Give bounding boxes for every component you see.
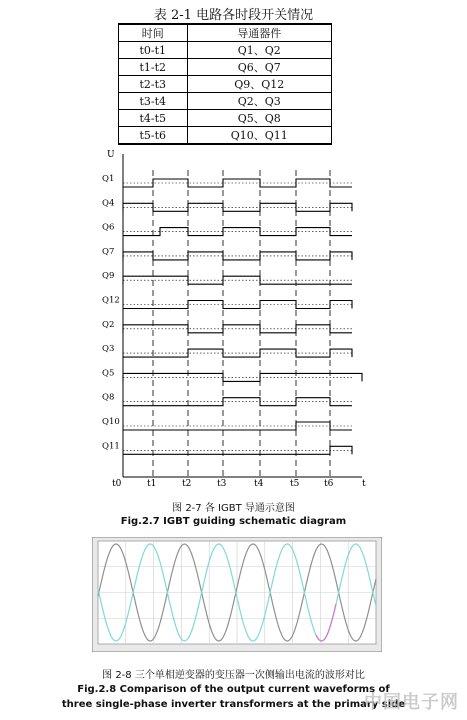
switch-table <box>118 23 332 145</box>
time-label: t6 <box>324 479 334 489</box>
x-axis-label: t <box>362 479 366 489</box>
table-cell: t3-t4 <box>119 93 188 110</box>
waveform-trace <box>123 422 352 430</box>
table-header-cell: 导通器件 <box>187 24 331 42</box>
waveform-trace <box>123 179 352 187</box>
signal-label: Q3 <box>102 344 115 355</box>
table-row <box>119 42 332 59</box>
figure-2-8-caption-en-line1: Fig.2.8 Comparison of the output current waveforms of <box>77 684 390 695</box>
waveform-trace <box>123 349 352 357</box>
signal-label: Q5 <box>102 368 115 379</box>
figure-2-8-caption-en-line2: three single-phase inverter transformers at the primary side <box>61 699 406 710</box>
table-cell: Q2、Q3 <box>187 93 331 110</box>
table-cell: t5-t6 <box>119 127 188 145</box>
waveform-trace <box>123 252 352 260</box>
time-label: t2 <box>182 479 192 489</box>
signal-label: Q12 <box>102 295 120 306</box>
signal-label: Q7 <box>102 246 115 257</box>
waveform-trace <box>123 398 352 406</box>
waveform-trace <box>123 203 352 211</box>
waveform-trace <box>123 325 352 333</box>
waveform-trace <box>123 276 352 284</box>
table-cell: t1-t2 <box>119 59 188 76</box>
time-label: t1 <box>147 479 157 489</box>
current-waveform-plot <box>92 537 382 652</box>
figure-2-7-caption-cn: 图 2-7 各 IGBT 导通示意图 <box>172 503 295 514</box>
table-cell: Q1、Q2 <box>187 42 331 59</box>
table-row <box>119 93 332 110</box>
time-label: t3 <box>217 479 227 489</box>
table-cell: Q5、Q8 <box>187 110 331 127</box>
figure-2-7-caption-en: Fig.2.7 IGBT guiding schematic diagram <box>120 516 347 527</box>
table-title: 表 2-1 电路各时段开关情况 <box>153 8 314 23</box>
signal-label: Q10 <box>102 417 120 427</box>
table-row <box>119 59 332 76</box>
table-cell: t2-t3 <box>119 76 188 93</box>
y-axis-label: U <box>107 150 115 160</box>
table-cell: Q6、Q7 <box>187 59 331 76</box>
timing-diagram <box>0 140 467 495</box>
waveform-trace <box>123 301 352 309</box>
watermark-logo: 中国电子网 <box>364 692 459 713</box>
signal-label: Q8 <box>102 392 115 403</box>
table-row <box>119 110 332 127</box>
table-cell: Q9、Q12 <box>187 76 331 93</box>
table-header-cell: 时间 <box>119 24 188 42</box>
table-row <box>119 76 332 93</box>
time-label: t5 <box>290 479 300 489</box>
signal-label: Q6 <box>102 222 115 233</box>
table-cell: t4-t5 <box>119 110 188 127</box>
signal-label: Q1 <box>102 174 115 184</box>
waveform-trace <box>123 228 352 236</box>
table-cell: t0-t1 <box>119 42 188 59</box>
signal-label: Q2 <box>102 319 115 330</box>
figure-2-8-caption-cn: 图 2-8 三个单相逆变器的变压器一次侧输出电流的波形对比 <box>102 670 365 681</box>
table-cell: Q10、Q11 <box>187 127 331 145</box>
table-header-row <box>119 24 332 42</box>
signal-label: Q11 <box>102 441 120 452</box>
signal-label: Q9 <box>102 271 115 282</box>
time-label: t0 <box>112 479 122 489</box>
signal-label: Q4 <box>102 198 115 209</box>
waveform-trace <box>123 446 352 454</box>
time-label: t4 <box>254 479 264 489</box>
